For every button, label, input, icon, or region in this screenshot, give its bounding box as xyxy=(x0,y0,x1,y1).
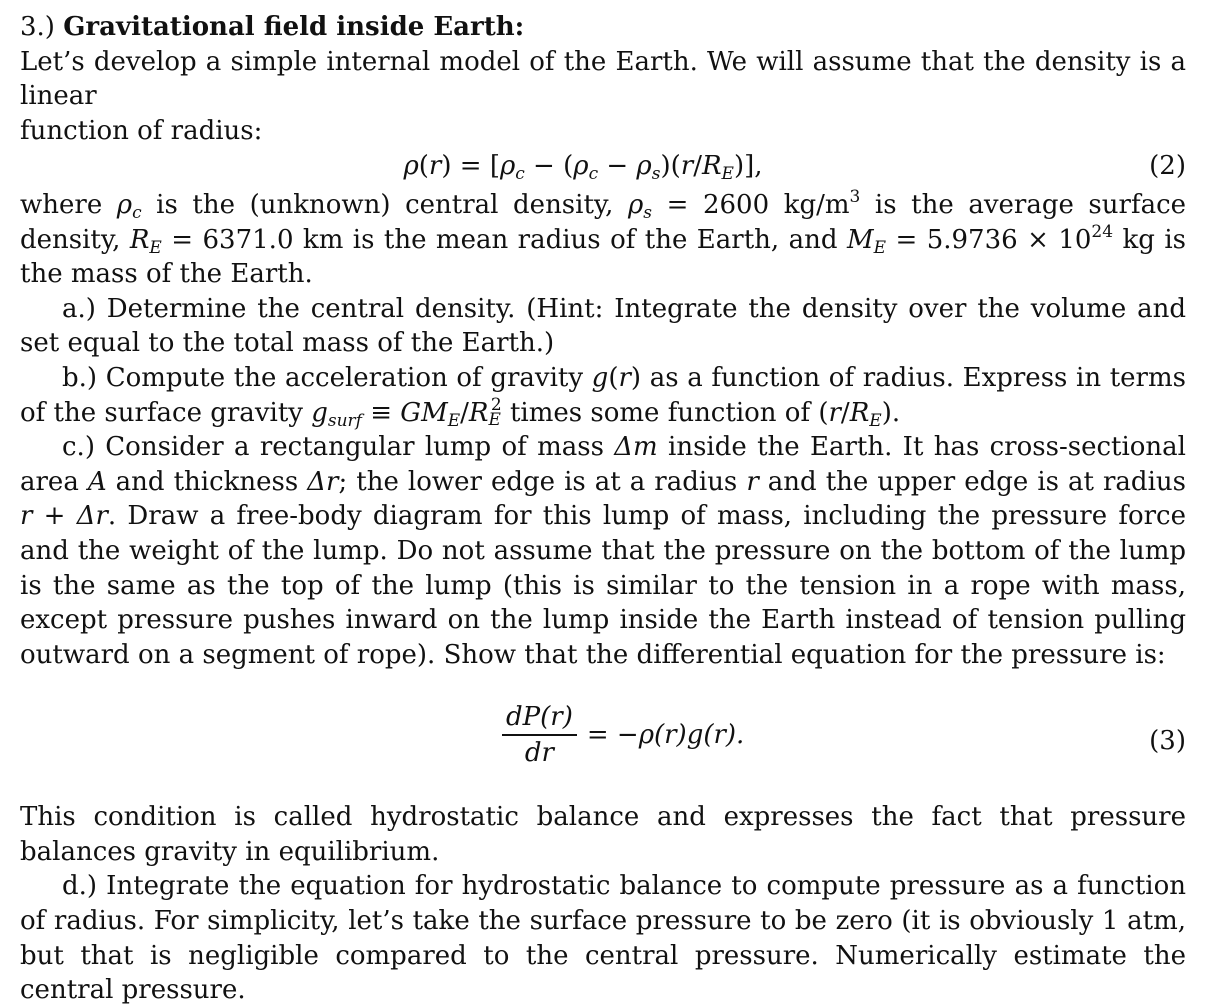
equation-3-rhs: = −ρ(r)g(r). xyxy=(586,719,745,750)
defs-text-1: where xyxy=(20,189,117,220)
defs-sup-3: 3 xyxy=(849,186,861,207)
definitions-paragraph: where $\rho_c$ is the (unknown) central density, $\rho_s = 2600$ $kg/m^3$ is the average surface density, $R_E = 6371.0$ km is the mean radius of the Earth, and $M_E = 5.9736 \times 10^{24}$ kg is the mass of the Earth. xyxy=(20,186,1187,290)
part-b: b.) Compute the acceleration of gravity g(r) as a function of radius. Express in terms of the surface gravity $g_{surf} \equiv GM_E/R_E^2$ times some function of $(r/R_E)$. xyxy=(20,362,1186,431)
intro-line-2: function of radius: xyxy=(20,115,263,146)
fraction-bar xyxy=(502,734,577,736)
equation-3-body xyxy=(502,702,744,768)
defs-text-7: kg is the mass of the xyxy=(20,224,1187,290)
part-c-text-3: and thickness xyxy=(106,466,308,497)
equation-3-denominator: dr xyxy=(524,737,554,768)
intro-line-1: Let’s develop a simple internal model of the Earth. We will assume that the density is a linear xyxy=(20,46,1186,112)
part-c-text-1: c.) Consider a rectangular lump of mass xyxy=(62,432,615,463)
equation-2 xyxy=(20,149,1186,184)
part-b-text-4: times some function of ( xyxy=(501,397,829,428)
problem-document xyxy=(20,10,1186,1008)
part-c: c.) Consider a rectangular lump of mass Δm inside the Earth. It has cross-sectional area A and thickness Δr; the lower edge is at a radius r and the upper edge is at radius r + Δr. Draw a free-body diagram for this lump of mass, including the pressure force and the weight of the lump. Do not assume that the pressure on the bottom of the lump is the same as the top of the lump (this is similar to the tension in a rope with mass, except pressure pushes inward on the lump inside the Earth instead of tension pulling outward on a segment of rope). Show that the differential equation for the pressure is: xyxy=(20,432,1186,670)
intro-paragraph xyxy=(20,45,1186,149)
part-c-text-4: ; the lower edge is at a radius xyxy=(338,466,747,497)
balance-paragraph: This condition is called hydrostatic balance and expresses the fact that pressure balances gravity in equilibrium. xyxy=(20,802,1186,867)
part-b-text-5: ). xyxy=(881,397,901,428)
equation-2-body: $\rho(r) = [\rho_c - (\rho_c - \rho_s)(r/R_E)]$, xyxy=(403,151,763,185)
defs-text-8: Earth. xyxy=(230,259,313,290)
equation-3-numerator: dP(r) xyxy=(506,702,573,733)
equation-3 xyxy=(20,680,1186,800)
part-c-text-6: . Draw a free-body diagram for this lump of mass, including the pressure force and the weight of the lump. Do not assume that the pressure on the bottom of the lump is the same as the top of the lump (this is similar to the tension in a rope with mass, except pressure pushes inward on the lump inside the Earth instead of tension pulling outward on a segment of rope). Show that the differential equation for the pressure is: xyxy=(20,501,1186,670)
problem-heading xyxy=(20,10,1186,45)
part-a: a.) Determine the central density. (Hint: Integrate the density over the volume and set equal to the total mass of the Earth.) xyxy=(20,293,1186,359)
part-b-text-2: as a function of radius. Express in terms of the surface gravity xyxy=(20,362,1186,428)
defs-text-3: = 2600 kg/m xyxy=(652,189,850,220)
part-c-text-2: inside the Earth. It has cross-sectional area xyxy=(20,432,1186,497)
equation-3-fraction xyxy=(502,702,577,768)
part-b-text-1: b.) Compute the acceleration of gravity xyxy=(62,362,592,393)
problem-number: 3.) xyxy=(20,12,55,42)
defs-text-2: is the (unknown) central density, xyxy=(141,189,628,220)
defs-text-5: = 6371.0 km is the mean radius of the Earth, and xyxy=(161,224,847,255)
part-c-text-5: and the upper edge is at radius xyxy=(758,466,1186,497)
equation-2-number: (2) xyxy=(1149,151,1186,182)
defs-sup-6: 24 xyxy=(1091,221,1114,242)
equation-3-number: (3) xyxy=(1149,726,1186,757)
problem-title: Gravitational field inside Earth: xyxy=(63,12,525,42)
defs-text-6: = 5.9736 × 10 xyxy=(886,224,1092,255)
part-d: d.) Integrate the equation for hydrostatic balance to compute pressure as a function of radius. For simplicity, let’s take the surface pressure to be zero (it is obviously 1 atm, but that is negligible compared to the central pressure. Numerically estimate the central pressure. xyxy=(20,871,1186,1006)
part-b-text-3: ≡ xyxy=(361,397,401,428)
defs-text-4: is the average surface density, xyxy=(20,189,1187,255)
